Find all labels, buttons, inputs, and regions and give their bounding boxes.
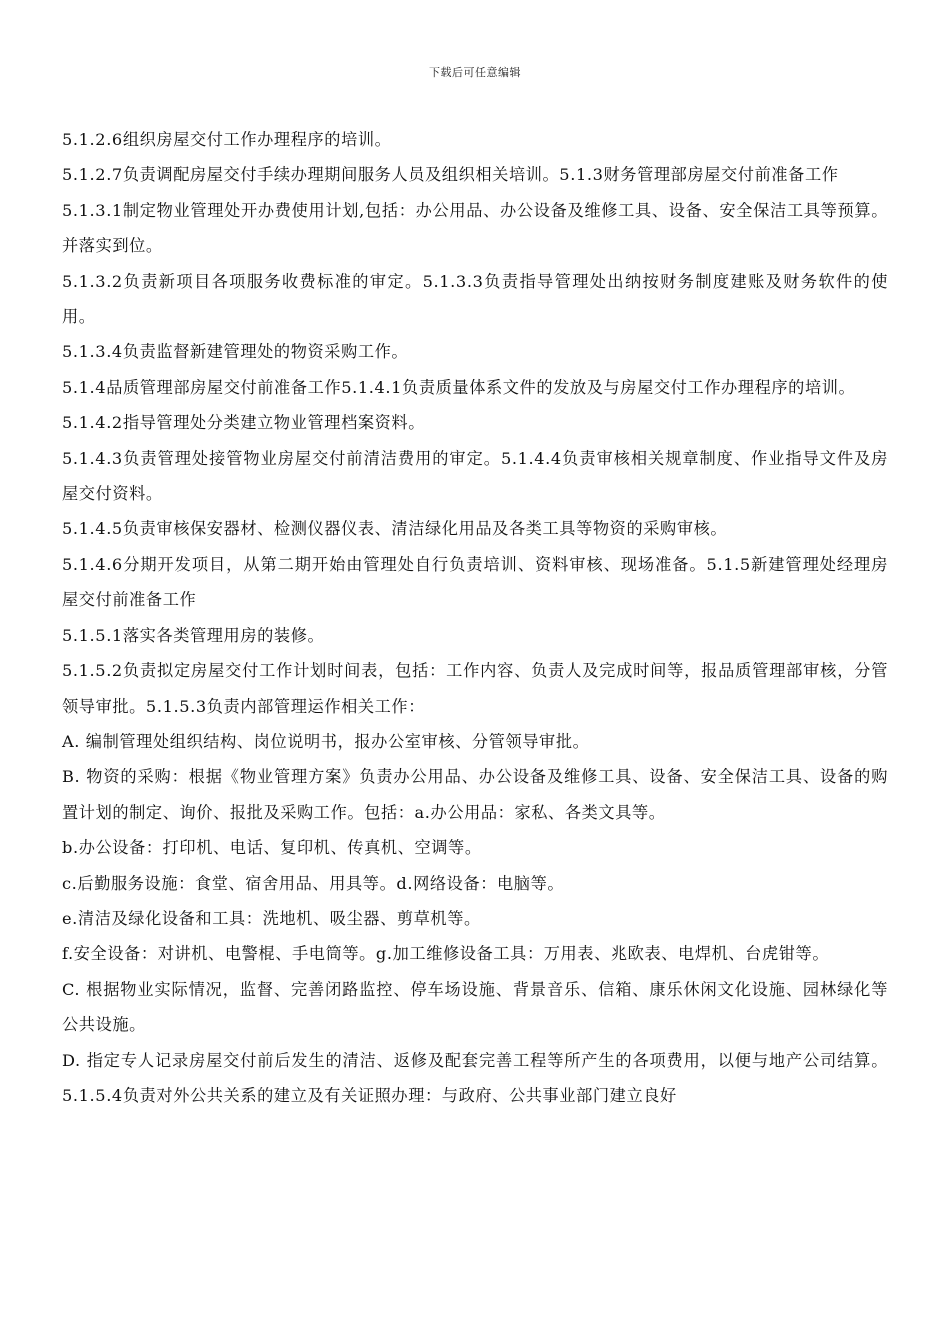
paragraph: A. 编制管理处组织结构、岗位说明书，报办公室审核、分管领导审批。 (62, 731, 590, 751)
paragraph: 5.1.4.5负责审核保安器材、检测仪器仪表、清洁绿化用品及各类工具等物资的采购审核。 (62, 519, 728, 539)
paragraph: C. 根据物业实际情况，监督、完善闭路监控、停车场设施、背景音乐、信箱、康乐休闲文化设施、园林绿化等公共设施。 (62, 979, 888, 1035)
document-body (62, 122, 888, 1113)
paragraph: f.安全设备：对讲机、电警棍、手电筒等。g.加工维修设备工具：万用表、兆欧表、电焊机、台虎钳等。 (62, 944, 830, 964)
paragraph: D. 指定专人记录房屋交付前后发生的清洁、返修及配套完善工程等所产生的各项费用，以便与地产公司结算。5.1.5.4负责对外公共关系的建立及有关证照办理：与政府、公共事业部门建立良好 (62, 1050, 888, 1105)
paragraph: e.清洁及绿化设备和工具：洗地机、吸尘器、剪草机等。 (62, 908, 481, 928)
paragraph: 5.1.3.1制定物业管理处开办费使用计划,包括：办公用品、办公设备及维修工具、设备、安全保洁工具等预算。并落实到位。 (62, 200, 888, 256)
paragraph: 5.1.2.7负责调配房屋交付手续办理期间服务人员及组织相关培训。5.1.3财务管理部房屋交付前准备工作 (62, 165, 839, 185)
paragraph: 5.1.3.2负责新项目各项服务收费标准的审定。5.1.3.3负责指导管理处出纳按财务制度建账及财务软件的使用。 (62, 271, 888, 327)
page-header: 下载后可任意编辑 (429, 66, 521, 79)
paragraph: 5.1.3.4负责监督新建管理处的物资采购工作。 (62, 342, 409, 362)
paragraph: 5.1.2.6组织房屋交付工作办理程序的培训。 (62, 130, 392, 149)
paragraph: b.办公设备：打印机、电话、复印机、传真机、空调等。 (62, 838, 482, 858)
paragraph: B. 物资的采购：根据《物业管理方案》负责办公用品、办公设备及维修工具、设备、安全保洁工具、设备的购置计划的制定、询价、报批及采购工作。包括：a.办公用品：家私、各类文具等。 (62, 767, 888, 822)
paragraph: 5.1.4.6分期开发项目，从第二期开始由管理处自行负责培训、资料审核、现场准备。5.1.5新建管理处经理房屋交付前准备工作 (62, 554, 888, 610)
paragraph: c.后勤服务设施：食堂、宿舍用品、用具等。d.网络设备：电脑等。 (62, 873, 565, 893)
paragraph: 5.1.5.1落实各类管理用房的装修。 (62, 625, 325, 645)
paragraph: 5.1.4品质管理部房屋交付前准备工作5.1.4.1负责质量体系文件的发放及与房屋交付工作办理程序的培训。 (62, 377, 856, 397)
paragraph: 5.1.4.3负责管理处接管物业房屋交付前清洁费用的审定。5.1.4.4负责审核相关规章制度、作业指导文件及房屋交付资料。 (62, 448, 888, 504)
paragraph: 5.1.4.2指导管理处分类建立物业管理档案资料。 (62, 413, 426, 433)
paragraph: 5.1.5.2负责拟定房屋交付工作计划时间表，包括：工作内容、负责人及完成时间等，报品质管理部审核，分管领导审批。5.1.5.3负责内部管理运作相关工作： (62, 661, 888, 716)
